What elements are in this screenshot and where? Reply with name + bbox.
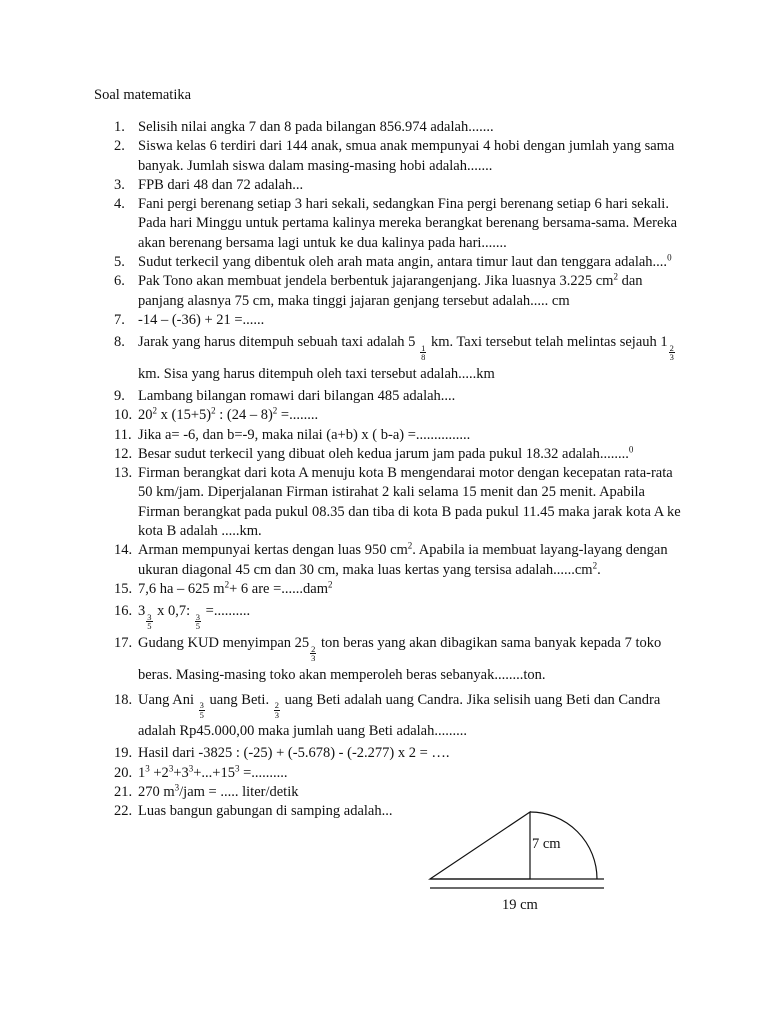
text-run: Luas bangun gabungan di samping adalah... — [138, 803, 393, 820]
text-run: Siswa kelas 6 terdiri dari 144 anak, smua anak mempunyai 4 hobi dengan jumlah yang sama banyak. Jumlah siswa dalam masing-masing hobi adalah....... — [138, 138, 675, 174]
text-run: =.......... — [239, 764, 288, 781]
question-number: 11. — [114, 426, 132, 443]
question-text — [138, 445, 684, 464]
text-run: . — [597, 561, 601, 578]
superscript: 3 — [174, 782, 180, 793]
question-number: 15. — [114, 580, 133, 597]
text-run: x 0,7: — [153, 603, 194, 620]
question-item — [114, 445, 684, 464]
text-run: Firman berangkat dari kota A menuju kota B mengendarai motor dengan kecepatan rata-rata 50 km/jam. Diperjalanan Firman istirahat 2 kali selama 15 menit dan 25 menit. Apabila Firman berangkat pada pukul 08.35 dan tiba di kota B pada pukul 11.45 maka jarak kota A ke kota B adalah .....km. — [138, 465, 681, 540]
fraction-denominator: 5 — [199, 709, 204, 720]
question-text — [138, 311, 684, 330]
question-item — [114, 195, 684, 253]
question-text — [138, 387, 684, 406]
question-number: 18. — [114, 691, 133, 708]
question-item — [114, 631, 684, 688]
text-run: Fani pergi berenang setiap 3 hari sekali, sedangkan Fina pergi berenang setiap 6 hari sekali. Pada hari Minggu untuk pertama kalinya mereka berangkat berenang bersama-sama. Mereka akan berenang bersama lagi untuk ke dua kalinya pada hari....... — [138, 196, 678, 251]
fraction-numerator: 3 — [147, 611, 152, 622]
text-run: 270 m — [138, 783, 175, 800]
text-run: /jam = ..... liter/detik — [179, 783, 299, 800]
question-number: 10. — [114, 407, 133, 424]
question-text — [138, 744, 684, 763]
question-item — [114, 311, 684, 330]
question-number: 8. — [114, 334, 125, 351]
question-text — [138, 137, 684, 176]
composite-shape-figure — [420, 802, 620, 922]
question-number: 1. — [114, 119, 125, 135]
question-number: 20. — [114, 764, 133, 781]
text-run: Selisih nilai angka 7 dan 8 pada bilangan 856.974 adalah....... — [138, 119, 494, 135]
question-item — [114, 541, 684, 580]
fraction-denominator: 3 — [669, 352, 674, 363]
superscript: 0 — [667, 252, 672, 263]
question-item — [114, 599, 684, 631]
superscript: 2 — [224, 579, 230, 590]
question-item — [114, 118, 684, 137]
text-run: 7,6 ha – 625 m — [138, 580, 225, 597]
question-item — [114, 580, 684, 599]
question-text — [138, 272, 684, 311]
text-run: 1 — [138, 764, 146, 781]
text-run: +3 — [173, 764, 189, 781]
question-text — [138, 253, 684, 272]
question-number: 22. — [114, 803, 133, 820]
question-text — [138, 764, 684, 783]
fraction-denominator: 5 — [147, 621, 152, 632]
text-run: uang Beti adalah uang Candra. Jika selisih uang Beti dan Candra adalah Rp45.000,00 maka jumlah uang Beti adalah......... — [138, 691, 661, 740]
text-run: : (24 – 8) — [215, 407, 273, 424]
fraction-numerator: 2 — [311, 643, 316, 654]
text-run: dan panjang alasnya 75 cm, maka tinggi jajaran genjang tersebut adalah..... cm — [138, 273, 643, 309]
question-item — [114, 137, 684, 176]
question-item — [114, 272, 684, 311]
superscript: 2 — [407, 540, 413, 551]
document-title: Soal matematika — [94, 87, 192, 103]
text-run: FPB dari 48 dan 72 adalah... — [138, 176, 304, 193]
text-run: Pak Tono akan membuat jendela berbentuk jajarangenjang. Jika luasnya 3.225 cm — [138, 273, 614, 290]
superscript: 2 — [211, 405, 216, 416]
text-run: Gudang KUD menyimpan 25 — [138, 634, 310, 651]
question-text — [138, 580, 684, 599]
fraction-numerator: 2 — [274, 700, 279, 711]
text-run: 20 — [138, 407, 153, 424]
question-number: 16. — [114, 603, 133, 620]
fraction — [146, 613, 152, 631]
fraction-numerator: 1 — [421, 342, 426, 353]
question-number: 2. — [114, 138, 125, 155]
question-text — [138, 406, 684, 425]
fraction — [274, 701, 280, 719]
text-run: Uang Ani — [138, 691, 198, 708]
question-number: 7. — [114, 311, 125, 328]
text-run: km. Taxi tersebut telah melintas sejauh 1 — [427, 334, 668, 351]
question-item — [114, 764, 684, 783]
triangle-shape — [430, 812, 530, 879]
question-number: 4. — [114, 196, 125, 213]
fraction — [199, 701, 205, 719]
question-item — [114, 387, 684, 406]
question-number: 13. — [114, 465, 133, 482]
question-text — [138, 688, 684, 745]
fraction — [669, 344, 675, 362]
superscript: 2 — [328, 579, 333, 590]
question-text — [138, 541, 684, 580]
question-number: 6. — [114, 273, 125, 290]
question-number: 19. — [114, 745, 133, 762]
text-run: =........ — [277, 407, 319, 424]
superscript: 2 — [613, 271, 618, 282]
question-item — [114, 330, 684, 387]
question-number: 12. — [114, 445, 133, 462]
question-item — [114, 176, 684, 195]
question-item — [114, 426, 684, 445]
superscript: 2 — [152, 405, 157, 416]
question-item — [114, 464, 684, 541]
text-run: Jarak yang harus ditempuh sebuah taxi adalah 5 — [138, 334, 420, 351]
fraction — [420, 344, 426, 362]
text-run: uang Beti. — [205, 691, 273, 708]
text-run: 3 — [138, 603, 146, 620]
question-text — [138, 330, 684, 387]
text-run: +2 — [149, 764, 169, 781]
question-text — [138, 176, 684, 195]
question-item — [114, 406, 684, 425]
superscript: 2 — [272, 405, 278, 416]
superscript: 3 — [168, 763, 174, 774]
fraction-denominator: 5 — [195, 621, 201, 632]
text-run: + 6 are =......dam — [229, 580, 328, 597]
question-number: 9. — [114, 387, 125, 404]
question-text — [138, 631, 684, 688]
text-run: Besar sudut terkecil yang dibuat oleh kedua jarum jam pada pukul 18.32 adalah........ — [138, 445, 629, 462]
text-run: . Apabila ia membuat layang-layang dengan ukuran diagonal 45 cm dan 30 cm, maka luas kertas yang tersisa adalah......cm — [138, 542, 668, 578]
fraction-numerator: 2 — [669, 342, 674, 353]
fraction-denominator: 8 — [421, 352, 426, 363]
text-run: x (15+5) — [157, 407, 212, 424]
superscript: 0 — [628, 444, 634, 455]
text-run: Sudut terkecil yang dibentuk oleh arah mata angin, antara timur laut dan tenggara adalah.... — [138, 254, 668, 271]
fraction-denominator: 3 — [311, 653, 316, 664]
text-run: Arman mempunyai kertas dengan luas 950 cm — [138, 542, 408, 559]
superscript: 3 — [234, 763, 240, 774]
question-list — [114, 118, 684, 821]
question-text — [138, 599, 684, 631]
superscript: 3 — [145, 763, 150, 774]
text-run: Hasil dari -3825 : (-25) + (-5.678) - (-2.277) x 2 = …. — [138, 745, 450, 762]
text-run: km. Sisa yang harus ditempuh oleh taxi tersebut adalah.....km — [138, 365, 495, 382]
question-text — [138, 118, 684, 137]
question-item — [114, 688, 684, 745]
question-number: 17. — [114, 634, 133, 651]
text-run: =.......... — [202, 603, 251, 620]
question-number: 21. — [114, 783, 133, 800]
question-text — [138, 783, 684, 802]
superscript: 3 — [188, 763, 194, 774]
question-text — [138, 464, 684, 541]
question-text — [138, 426, 684, 445]
question-item — [114, 253, 684, 272]
text-run: Lambang bilangan romawi dari bilangan 485 adalah.... — [138, 387, 456, 404]
question-item — [114, 783, 684, 802]
fraction — [310, 645, 316, 663]
text-run: Jika a= -6, dan b=-9, maka nilai (a+b) x ( b-a) =............... — [138, 426, 471, 443]
superscript: 2 — [592, 560, 598, 571]
question-number: 3. — [114, 176, 125, 193]
base-label: 19 cm — [502, 897, 538, 913]
fraction-numerator: 3 — [195, 611, 201, 622]
question-text — [138, 195, 684, 253]
text-run: +...+15 — [193, 764, 235, 781]
question-number: 14. — [114, 542, 133, 559]
fraction-numerator: 3 — [199, 700, 204, 711]
question-number: 5. — [114, 254, 125, 271]
fraction-denominator: 3 — [274, 709, 279, 720]
text-run: ton beras yang akan dibagikan sama banyak kepada 7 toko beras. Masing-masing toko akan memperoleh beras sebanyak........ton. — [138, 634, 662, 683]
fraction — [195, 613, 201, 631]
height-label: 7 cm — [532, 836, 561, 852]
question-item — [114, 744, 684, 763]
text-run: -14 – (-36) + 21 =...... — [138, 311, 265, 328]
